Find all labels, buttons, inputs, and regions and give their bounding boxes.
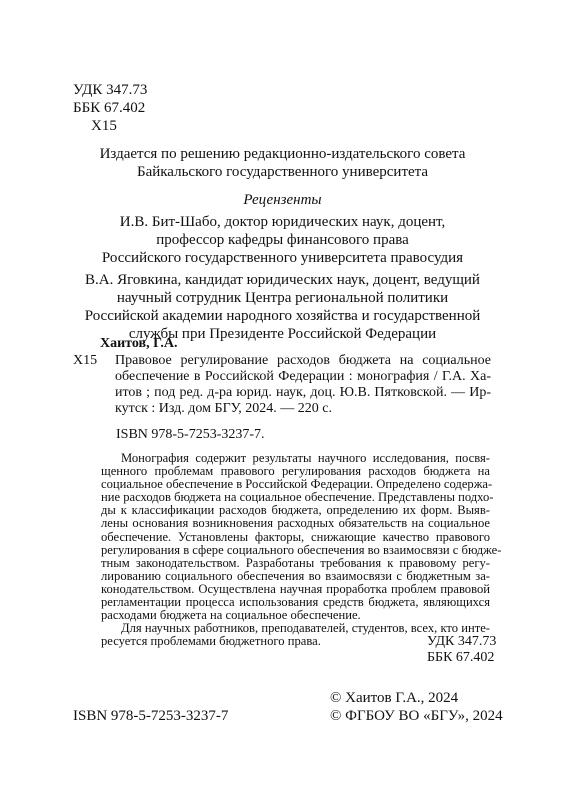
bibliographic-description [115, 353, 491, 417]
bibliographic-line: Правовое регулирование расходов бюджета на социальное [115, 353, 491, 368]
annotation-line: лированию социального обеспечения во взаимосвязи с бюджетным за- [101, 568, 490, 583]
bibliographic-mark: Х15 [73, 353, 98, 368]
udk-code: УДК 347.73 [73, 82, 148, 98]
bottom-bbk-code: ББК 67.402 [427, 650, 495, 665]
bbk-code: ББК 67.402 [73, 100, 146, 116]
reviewer2-line: научный сотрудник Центра региональной политики [116, 290, 449, 306]
annotation-line: социальное обеспечение в Российской Федерации. Определено содержа- [101, 477, 493, 492]
annotation-line: Монография содержит результаты научного исследования, посвя- [121, 451, 490, 465]
author-heading: Хаитов, Г.А. [100, 336, 178, 351]
annotation-line: обеспечение. Установлены факторы, снижающие качество правового [101, 529, 490, 544]
bibliographic-line: обеспечение в Российской Федерации : монография / Г.А. Ха- [115, 369, 491, 384]
annotation-line: конодательством. Осуществлена научная проработка проблем правовой [101, 581, 490, 596]
publication-note-line: Издается по решению редакционно-издательского совета [99, 146, 466, 162]
copyright-author: © Хаитов Г.А., 2024 [330, 690, 459, 706]
author-mark: Х15 [91, 118, 117, 134]
annotation-line: щенного проблемам правового регулирования расходов бюджета на [101, 464, 490, 479]
publication-note-line: Байкальского государственного университета [136, 164, 429, 180]
bibliographic-isbn: ISBN 978-5-7253-3237-7. [116, 427, 265, 442]
reviewer1-line: Российского государственного университета правосудия [101, 250, 464, 266]
annotation [101, 451, 502, 649]
bibliographic-line: кутск : Изд. дом БГУ, 2024. — 220 с. [115, 401, 332, 416]
annotation-line: регламентации процесса использования средств бюджета, являющихся [101, 595, 490, 610]
annotation-line: расходами бюджета на социальное обеспечение. [101, 608, 361, 623]
reviewer2-line: В.А. Яговкина, кандидат юридических наук, доцент, ведущий [85, 272, 480, 288]
reviewer1-line: профессор кафедры финансового права [156, 232, 409, 248]
reviewer1-line: И.В. Бит-Шабо, доктор юридических наук, доцент, [119, 214, 446, 230]
bibliographic-line: итов ; под ред. д-ра юрид. наук, доц. Ю.В. Пятковской. — Ир- [115, 385, 491, 400]
annotation-line: регулирования в сфере социального обеспечения во взаимосвязи с бюдже- [101, 542, 502, 557]
annotation-line: лены основания возникновения расходных обязательств на социальное [101, 516, 490, 531]
annotation-line: ресуется проблемами бюджетного права. [101, 634, 321, 649]
reviewer2-line: Российской академии народного хозяйства и государственной [84, 308, 481, 324]
copyright-publisher: © ФГБОУ ВО «БГУ», 2024 [330, 708, 503, 724]
reviewers-heading: Рецензенты [243, 192, 322, 208]
annotation-line: Для научных работников, преподавателей, студентов, всех, кто инте- [121, 621, 490, 636]
bottom-udk-code: УДК 347.73 [427, 634, 497, 649]
reviewer2-line: службы при Президенте Российской Федерации [128, 326, 437, 342]
annotation-line: ние расходов бюджета на социальное обеспечение. Представлены подхо- [101, 490, 494, 505]
annotation-line: ды к классификации расходов бюджета, определению их форм. Выяв- [101, 503, 490, 518]
annotation-line: тным законодательством. Разработаны требования к правовому регу- [101, 555, 490, 570]
footer-isbn: ISBN 978-5-7253-3237-7 [73, 708, 229, 724]
